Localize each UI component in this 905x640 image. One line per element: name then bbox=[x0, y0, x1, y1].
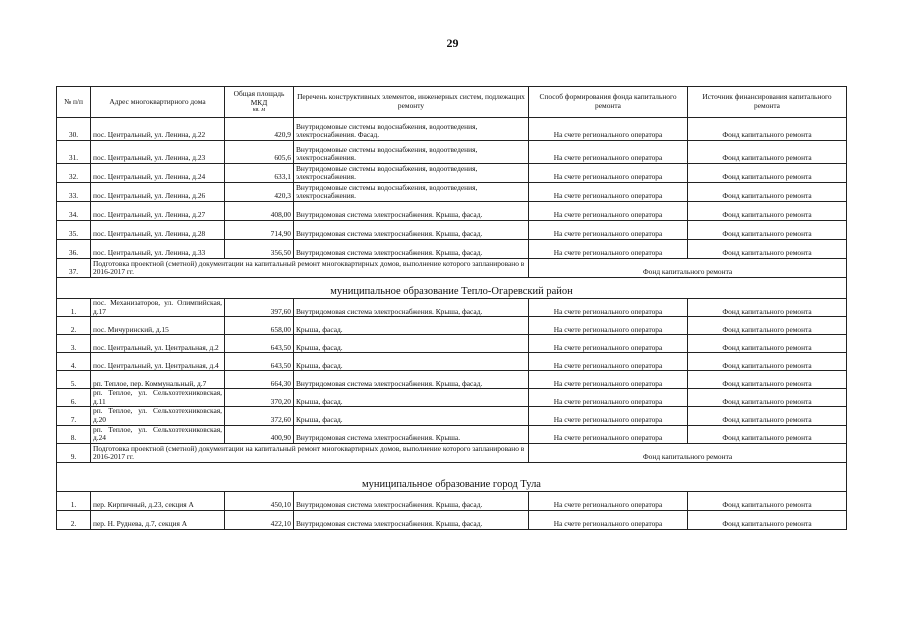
row-area: 422,10 bbox=[225, 510, 294, 529]
row-num: 35. bbox=[57, 221, 91, 240]
table-row bbox=[57, 221, 847, 240]
row-area: 408,00 bbox=[225, 202, 294, 221]
row-method: На счете регионального оператора bbox=[529, 221, 688, 240]
row-source: Фонд капитального ремонта bbox=[688, 353, 847, 371]
table-row bbox=[57, 353, 847, 371]
row-address: пос. Центральный, ул. Ленина, д.33 bbox=[91, 240, 225, 259]
row-source: Фонд капитального ремонта bbox=[688, 221, 847, 240]
header-area-unit: кв. м bbox=[252, 107, 266, 114]
row-method: На счете регионального оператора bbox=[529, 183, 688, 202]
table-row bbox=[57, 240, 847, 259]
row-works: Внутридомовая система электроснабжения. Крыша, фасад. bbox=[294, 491, 529, 510]
table-row bbox=[57, 407, 847, 425]
row-num: 34. bbox=[57, 202, 91, 221]
row-method: На счете регионального оператора bbox=[529, 491, 688, 510]
table-header-row bbox=[57, 87, 847, 118]
row-area: 370,20 bbox=[225, 389, 294, 407]
row-num: 4. bbox=[57, 353, 91, 371]
row-method: На счете регионального оператора bbox=[529, 317, 688, 335]
row-method: На счете регионального оператора bbox=[529, 118, 688, 141]
row-works: Внутридомовая система электроснабжения. Крыша, фасад. bbox=[294, 510, 529, 529]
table-row bbox=[57, 510, 847, 529]
row-method: На счете регионального оператора bbox=[529, 240, 688, 259]
row-num: 6. bbox=[57, 389, 91, 407]
row-address: пос. Центральный, ул. Ленина, д.27 bbox=[91, 202, 225, 221]
row-source: Фонд капитального ремонта bbox=[688, 491, 847, 510]
row-area: 356,50 bbox=[225, 240, 294, 259]
row-area: 664,30 bbox=[225, 371, 294, 389]
row-area: 372,60 bbox=[225, 407, 294, 425]
table-row bbox=[57, 389, 847, 407]
row-method: На счете регионального оператора bbox=[529, 202, 688, 221]
table-row bbox=[57, 491, 847, 510]
row-works: Крыша, фасад. bbox=[294, 407, 529, 425]
header-source: Источник финансирования капитального ремонта bbox=[688, 87, 847, 118]
row-source: Фонд капитального ремонта bbox=[688, 371, 847, 389]
row-works: Внутридомовые системы водоснабжения, водоотведения, электроснабжения. bbox=[294, 141, 529, 164]
row-num: 7. bbox=[57, 407, 91, 425]
row-num: 5. bbox=[57, 371, 91, 389]
row-address: рп. Теплое, пер. Коммунальный, д.7 bbox=[91, 371, 225, 389]
row-address: пер. Кирпичный, д.23, секция А bbox=[91, 491, 225, 510]
table-row-design-docs bbox=[57, 259, 847, 278]
row-source: Фонд капитального ремонта bbox=[529, 443, 847, 462]
row-area: 643,50 bbox=[225, 335, 294, 353]
row-num: 1. bbox=[57, 491, 91, 510]
row-address: пос. Центральный, ул. Ленина, д.28 bbox=[91, 221, 225, 240]
row-method: На счете регионального оператора bbox=[529, 141, 688, 164]
row-area: 397,60 bbox=[225, 299, 294, 317]
row-address: рп. Теплое, ул. Сельхозтехниковская, д.24 bbox=[91, 425, 225, 443]
row-method: На счете регионального оператора bbox=[529, 371, 688, 389]
table-row bbox=[57, 425, 847, 443]
row-method: На счете регионального оператора bbox=[529, 164, 688, 183]
section-row bbox=[57, 462, 847, 491]
header-works: Перечень конструктивных элементов, инженерных систем, подлежащих ремонту bbox=[294, 87, 529, 118]
section-title: муниципальное образование город Тула bbox=[57, 462, 847, 491]
row-works: Внутридомовые системы водоснабжения, водоотведения, электроснабжения. bbox=[294, 183, 529, 202]
table-row bbox=[57, 118, 847, 141]
row-source: Фонд капитального ремонта bbox=[688, 510, 847, 529]
row-works: Внутридомовая система электроснабжения. Крыша, фасад. bbox=[294, 240, 529, 259]
row-address: пос. Центральный, ул. Ленина, д.23 bbox=[91, 141, 225, 164]
row-works: Крыша, фасад. bbox=[294, 335, 529, 353]
row-method: На счете регионального оператора bbox=[529, 425, 688, 443]
table-row bbox=[57, 371, 847, 389]
row-area: 420,3 bbox=[225, 183, 294, 202]
row-source: Фонд капитального ремонта bbox=[688, 202, 847, 221]
header-method: Способ формирования фонда капитального ремонта bbox=[529, 87, 688, 118]
row-design-docs-text: Подготовка проектной (сметной) документации на капитальный ремонт многоквартирных домов, выполнение которого запланировано в 2016-2017 гг. bbox=[91, 443, 529, 462]
row-num: 2. bbox=[57, 510, 91, 529]
table-row bbox=[57, 299, 847, 317]
row-num: 30. bbox=[57, 118, 91, 141]
row-works: Внутридомовая система электроснабжения. Крыша, фасад. bbox=[294, 299, 529, 317]
row-address: пос. Центральный, ул. Ленина, д.24 bbox=[91, 164, 225, 183]
row-method: На счете регионального оператора bbox=[529, 407, 688, 425]
row-address: пос. Центральный, ул. Центральная, д.4 bbox=[91, 353, 225, 371]
row-method: На счете регионального оператора bbox=[529, 389, 688, 407]
section-title: муниципальное образование Тепло-Огаревский район bbox=[57, 278, 847, 299]
row-area: 605,6 bbox=[225, 141, 294, 164]
row-method: На счете регионального оператора bbox=[529, 353, 688, 371]
row-source: Фонд капитального ремонта bbox=[688, 164, 847, 183]
table-row bbox=[57, 183, 847, 202]
row-address: рп. Теплое, ул. Сельхозтехниковская, д.11 bbox=[91, 389, 225, 407]
row-address: пос. Центральный, ул. Ленина, д.22 bbox=[91, 118, 225, 141]
row-area: 400,90 bbox=[225, 425, 294, 443]
row-source: Фонд капитального ремонта bbox=[529, 259, 847, 278]
row-source: Фонд капитального ремонта bbox=[688, 118, 847, 141]
row-num: 2. bbox=[57, 317, 91, 335]
row-source: Фонд капитального ремонта bbox=[688, 317, 847, 335]
row-works: Внутридомовая система электроснабжения. Крыша, фасад. bbox=[294, 202, 529, 221]
header-num: № п/п bbox=[57, 87, 91, 118]
row-source: Фонд капитального ремонта bbox=[688, 183, 847, 202]
row-num: 31. bbox=[57, 141, 91, 164]
table-row bbox=[57, 164, 847, 183]
row-area: 420,9 bbox=[225, 118, 294, 141]
row-works: Крыша, фасад. bbox=[294, 353, 529, 371]
table-row bbox=[57, 335, 847, 353]
row-source: Фонд капитального ремонта bbox=[688, 389, 847, 407]
page-number: 29 bbox=[446, 36, 459, 50]
row-area: 643,50 bbox=[225, 353, 294, 371]
row-source: Фонд капитального ремонта bbox=[688, 425, 847, 443]
row-works: Крыша, фасад. bbox=[294, 317, 529, 335]
header-area-label: Общая площадь МКД bbox=[233, 88, 285, 107]
row-works: Внутридомовая система электроснабжения. Крыша. bbox=[294, 425, 529, 443]
row-works: Крыша, фасад. bbox=[294, 389, 529, 407]
capital-repair-table bbox=[56, 86, 847, 530]
row-source: Фонд капитального ремонта bbox=[688, 141, 847, 164]
row-method: На счете регионального оператора bbox=[529, 510, 688, 529]
row-method: На счете регионального оператора bbox=[529, 299, 688, 317]
row-source: Фонд капитального ремонта bbox=[688, 407, 847, 425]
row-address: пос. Центральный, ул. Центральная, д.2 bbox=[91, 335, 225, 353]
row-source: Фонд капитального ремонта bbox=[688, 240, 847, 259]
row-address: пос. Механизаторов, ул. Олимпийская, д.17 bbox=[91, 299, 225, 317]
row-num: 33. bbox=[57, 183, 91, 202]
row-works: Внутридомовая система электроснабжения. Крыша, фасад. bbox=[294, 371, 529, 389]
row-area: 450,10 bbox=[225, 491, 294, 510]
row-source: Фонд капитального ремонта bbox=[688, 299, 847, 317]
row-area: 714,90 bbox=[225, 221, 294, 240]
row-num: 9. bbox=[57, 443, 91, 462]
table-row-design-docs bbox=[57, 443, 847, 462]
header-address: Адрес многоквартирного дома bbox=[91, 87, 225, 118]
row-num: 32. bbox=[57, 164, 91, 183]
row-address: пос. Мичуринский, д.15 bbox=[91, 317, 225, 335]
row-address: пос. Центральный, ул. Ленина, д.26 bbox=[91, 183, 225, 202]
section-row bbox=[57, 278, 847, 299]
row-num: 3. bbox=[57, 335, 91, 353]
row-num: 36. bbox=[57, 240, 91, 259]
row-num: 1. bbox=[57, 299, 91, 317]
row-design-docs-text: Подготовка проектной (сметной) документации на капитальный ремонт многоквартирных домов, выполнение которого запланировано в 2016-2017 гг. bbox=[91, 259, 529, 278]
row-works: Внутридомовые системы водоснабжения, водоотведения, электроснабжения. bbox=[294, 164, 529, 183]
row-source: Фонд капитального ремонта bbox=[688, 335, 847, 353]
table-row bbox=[57, 317, 847, 335]
row-num: 8. bbox=[57, 425, 91, 443]
row-method: На счете регионального оператора bbox=[529, 335, 688, 353]
table-row bbox=[57, 202, 847, 221]
row-works: Внутридомовые системы водоснабжения, водоотведения, электроснабжения. Фасад. bbox=[294, 118, 529, 141]
row-works: Внутридомовая система электроснабжения. Крыша, фасад. bbox=[294, 221, 529, 240]
row-address: рп. Теплое, ул. Сельхозтехниковская, д.20 bbox=[91, 407, 225, 425]
table-row bbox=[57, 141, 847, 164]
row-address: пер. Н. Руднева, д.7, секция А bbox=[91, 510, 225, 529]
row-area: 633,1 bbox=[225, 164, 294, 183]
header-area bbox=[225, 87, 294, 118]
row-area: 658,00 bbox=[225, 317, 294, 335]
row-num: 37. bbox=[57, 259, 91, 278]
